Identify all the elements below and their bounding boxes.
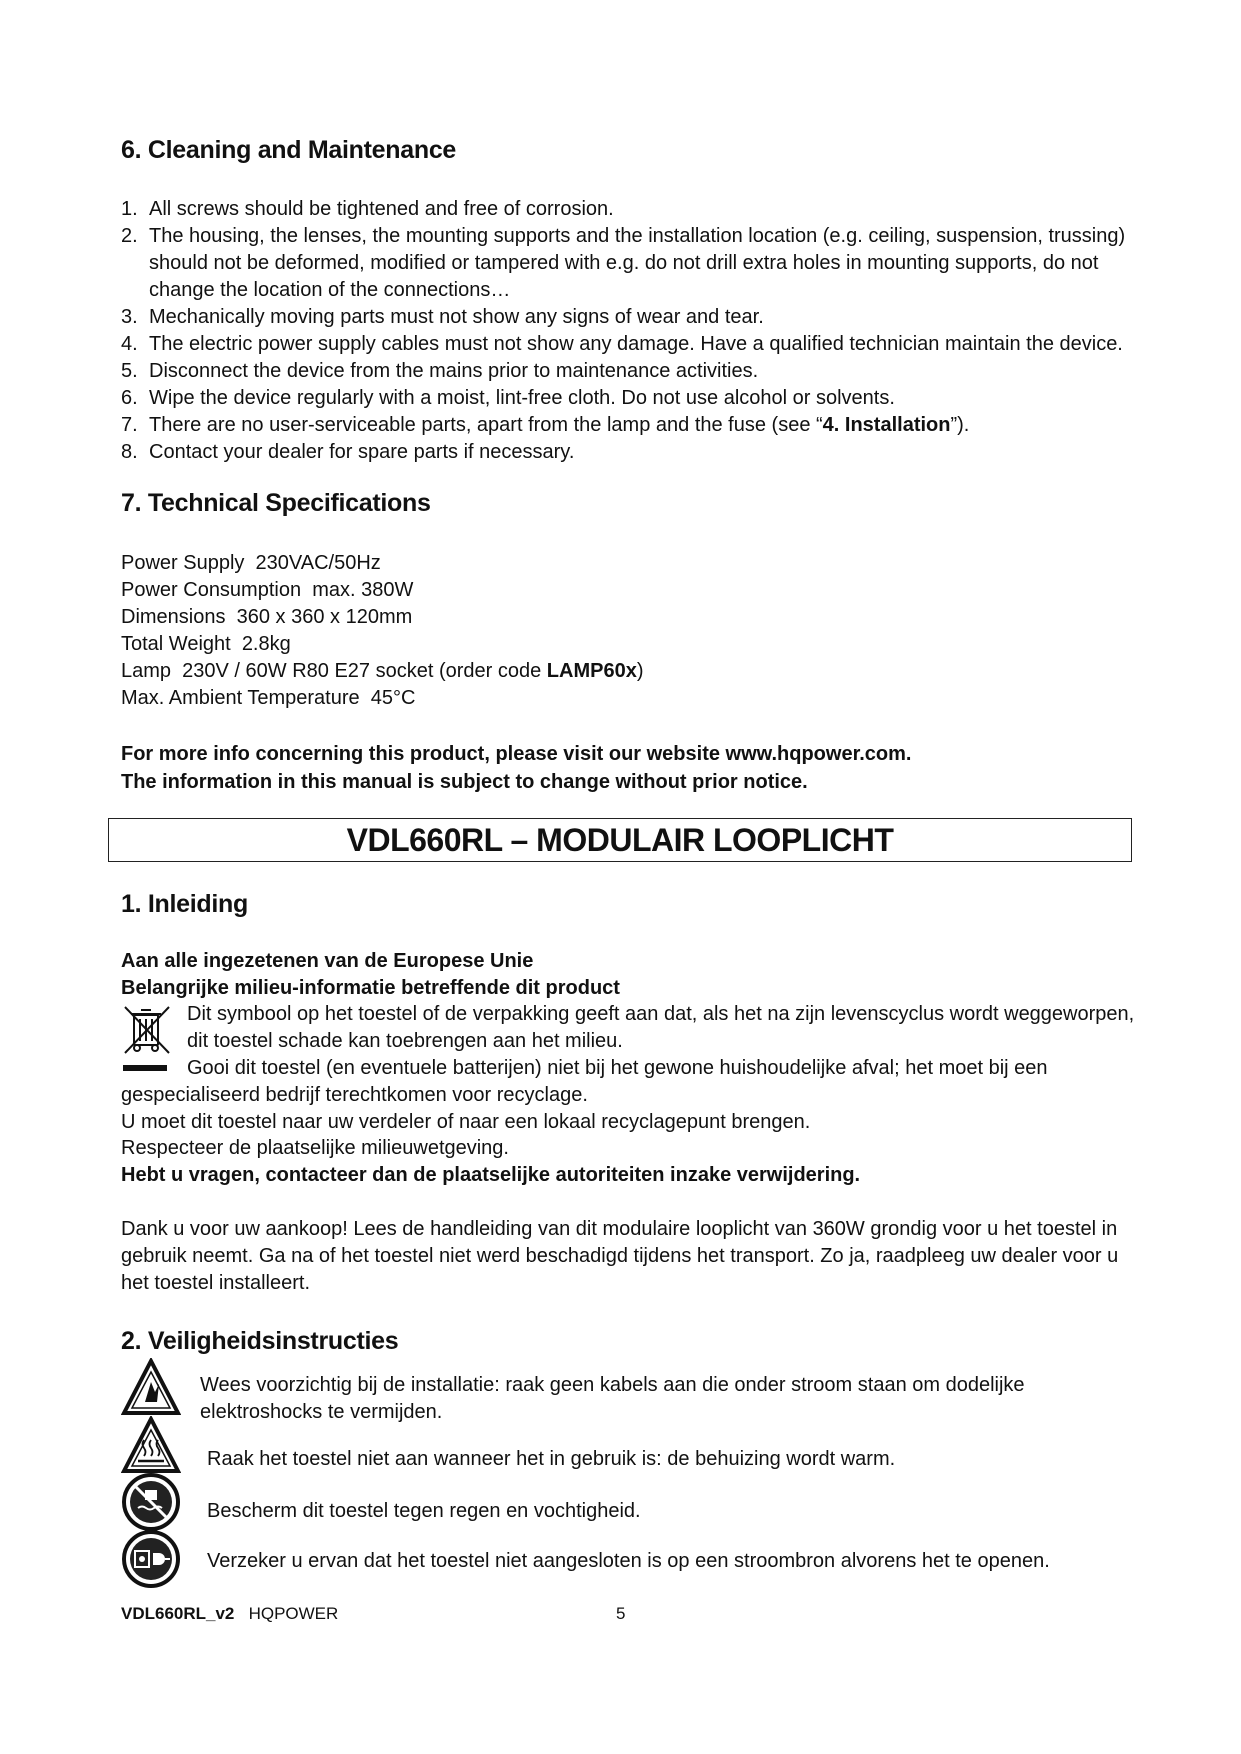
section-2-nl-heading: 2. Veiligheidsinstructies bbox=[121, 1327, 399, 1355]
list-item: 8. Contact your dealer for spare parts if necessary. bbox=[121, 441, 575, 463]
list-item: 1. All screws should be tightened and free of corrosion. bbox=[121, 198, 614, 220]
unplug-before-opening-icon bbox=[121, 1529, 181, 1589]
installation-reference: 4. Installation bbox=[822, 414, 951, 436]
footer-doc-code: VDL660RL_v2 bbox=[121, 1604, 235, 1623]
footer-brand: HQPOWER bbox=[248, 1604, 339, 1623]
weee-text-line: U moet dit toestel naar uw verdeler of naar een lokaal recyclagepunt brengen. bbox=[121, 1111, 811, 1133]
weee-text-line: Respecteer de plaatselijke milieuwetgeving. bbox=[121, 1137, 509, 1159]
section-6-heading: 6. Cleaning and Maintenance bbox=[121, 136, 457, 164]
spec-row: Power Supply 230VAC/50Hz bbox=[121, 552, 381, 574]
safety-text: Bescherm dit toestel tegen regen en vochtigheid. bbox=[207, 1500, 641, 1522]
list-item: 6. Wipe the device regularly with a moist, lint-free cloth. Do not use alcohol or solvents. bbox=[121, 387, 895, 409]
spec-row: Dimensions 360 x 360 x 120mm bbox=[121, 606, 413, 628]
section-7-heading: 7. Technical Specifications bbox=[121, 489, 431, 517]
weee-text: Dit symbool op het toestel of de verpakking geeft aan dat, als het na zijn levenscyclus wordt weggeworpen, dit toestel schade kan toebrengen aan het milieu. Gooi dit toestel (en eventuele batterijen) niet bij het gewone huishoudelijke afval; het moet bij een bbox=[187, 1003, 1135, 1079]
eu-residents-heading: Aan alle ingezetenen van de Europese Unie bbox=[121, 950, 534, 972]
maintenance-list bbox=[121, 196, 1131, 466]
list-item: 7. There are no user-serviceable parts, apart from the lamp and the fuse (see “4. Installation”). bbox=[121, 414, 970, 436]
safety-text: Raak het toestel niet aan wanneer het in gebruik is: de behuizing wordt warm. bbox=[207, 1448, 896, 1470]
electric-shock-warning-icon bbox=[121, 1358, 181, 1418]
spec-row: Lamp 230V / 60W R80 E27 socket (order code LAMP60x) bbox=[121, 660, 644, 682]
environment-info-heading: Belangrijke milieu-informatie betreffende dit product bbox=[121, 977, 620, 999]
info-notice: For more info concerning this product, please visit our website www.hqpower.com. The information in this manual is subject to change without prior notice. bbox=[121, 743, 912, 793]
hot-surface-warning-icon bbox=[121, 1416, 181, 1476]
footer bbox=[121, 1604, 338, 1624]
spec-row: Max. Ambient Temperature 45°C bbox=[121, 687, 416, 709]
safety-text: Wees voorzichtig bij de installatie: raak geen kabels aan die onder stroom staan om dodelijke elektroshocks te vermijden. bbox=[200, 1374, 1025, 1423]
list-item: 4. The electric power supply cables must not show any damage. Have a qualified technician maintain the device. bbox=[121, 333, 1123, 355]
disposal-question: Hebt u vragen, contacteer dan de plaatselijke autoriteiten inzake verwijdering. bbox=[121, 1164, 861, 1186]
protect-from-water-icon bbox=[121, 1472, 181, 1532]
dutch-section-title: VDL660RL – MODULAIR LOOPLICHT bbox=[108, 818, 1132, 862]
weee-text-line: gespecialiseerd bedrijf terechtkomen voor recyclage. bbox=[121, 1084, 588, 1106]
spec-row: Power Consumption max. 380W bbox=[121, 579, 414, 601]
spec-row: Total Weight 2.8kg bbox=[121, 633, 291, 655]
list-item: 3. Mechanically moving parts must not show any signs of wear and tear. bbox=[121, 306, 764, 328]
thanks-paragraph: Dank u voor uw aankoop! Lees de handleiding van dit modulaire looplicht van 360W grondig voor u het toestel in gebruik neemt. Ga na of het toestel niet werd beschadigd tijdens het transport. Zo ja, raadpleeg uw dealer voor u het toestel installeert. bbox=[121, 1218, 1119, 1294]
safety-text: Verzeker u ervan dat het toestel niet aangesloten is op een stroombron alvorens het te openen. bbox=[207, 1550, 1050, 1572]
list-item: 2. The housing, the lenses, the mounting supports and the installation location (e.g. ceiling, suspension, trussing) should not be deformed, modified or tampered with e.g. do not drill extra holes in mounting supports, do not change the location of the connections… bbox=[121, 225, 1126, 301]
page-number: 5 bbox=[616, 1604, 626, 1623]
list-item: 5. Disconnect the device from the mains prior to maintenance activities. bbox=[121, 360, 759, 382]
section-1-nl-heading: 1. Inleiding bbox=[121, 890, 248, 918]
weee-bin-icon bbox=[121, 1001, 173, 1077]
spec-list bbox=[121, 550, 644, 712]
